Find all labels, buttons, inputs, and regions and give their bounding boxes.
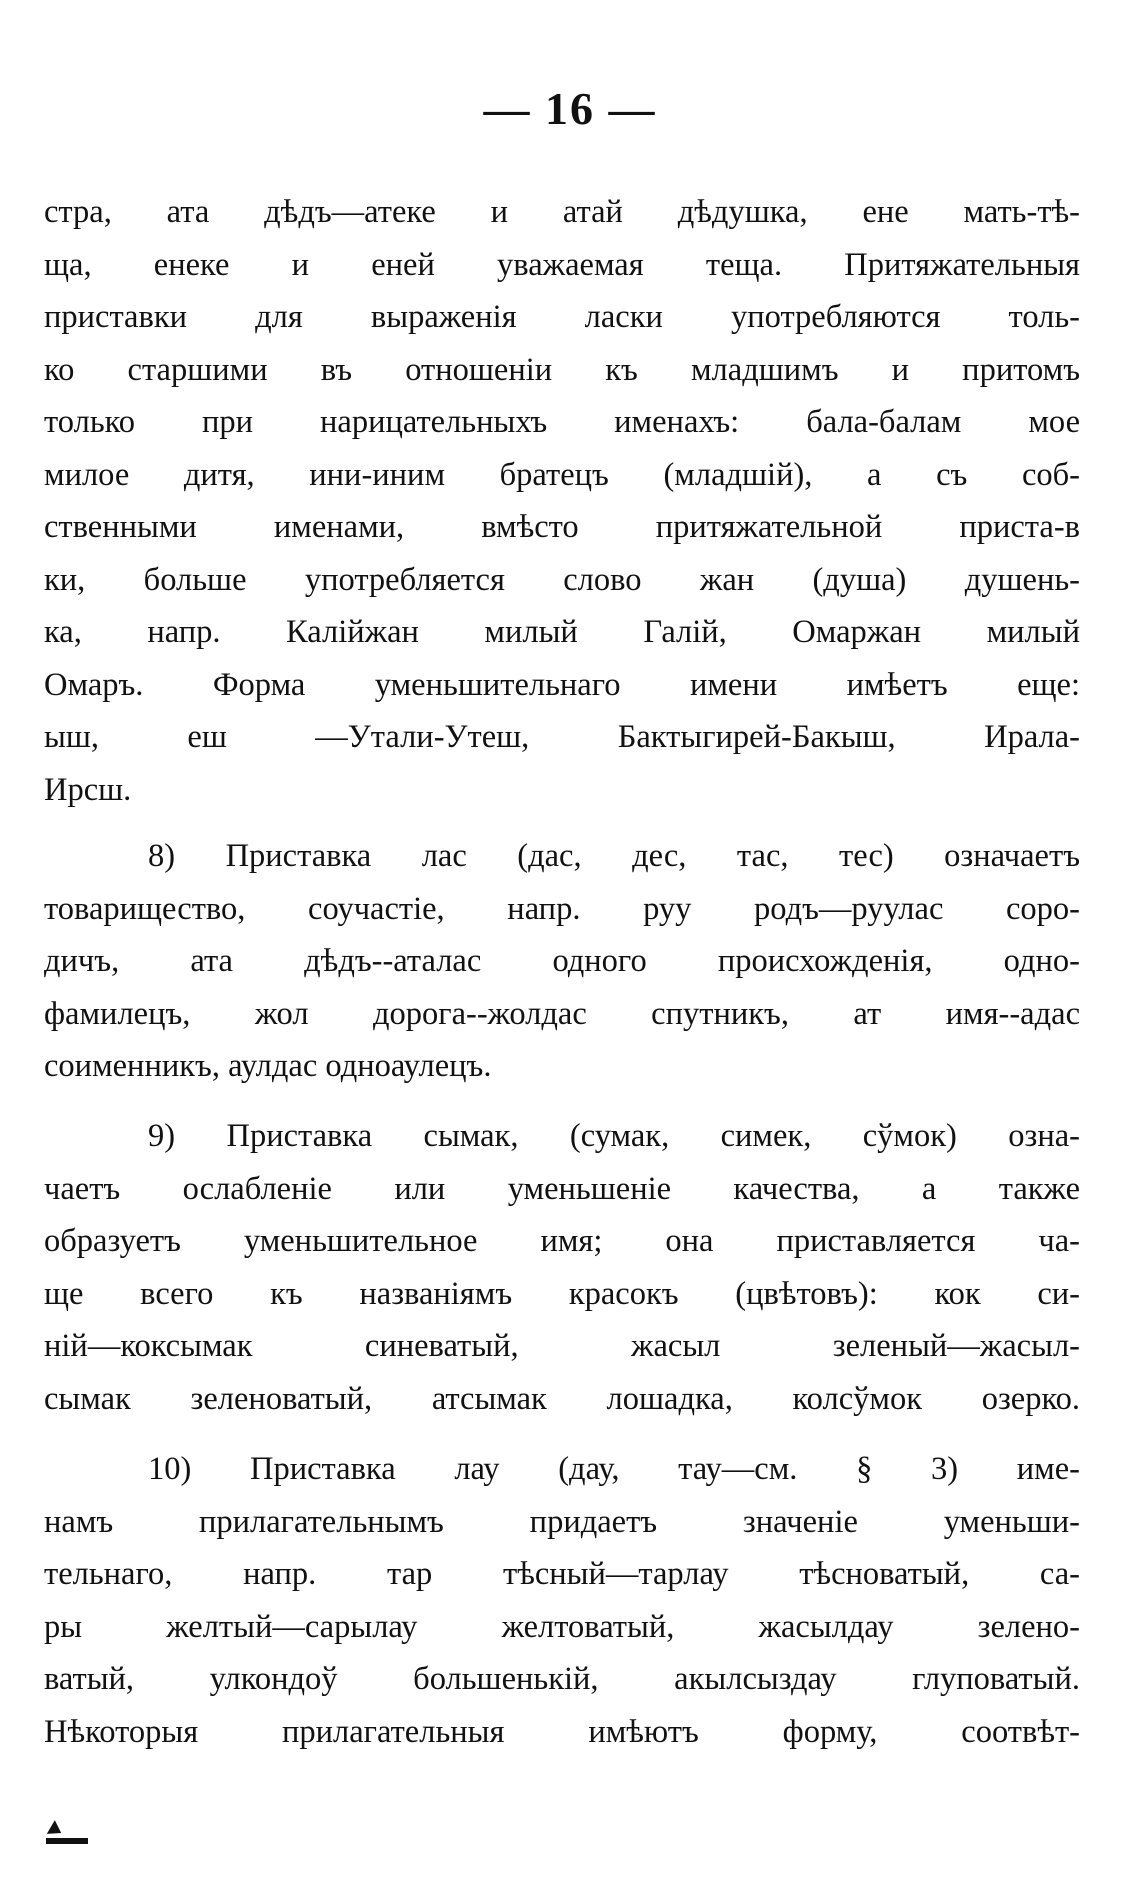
text-line: дичъ, ата дѣдъ--аталас одного происхожденія, одно- <box>44 943 1080 979</box>
text-line: ватый, улкондоў большенькій, акылсыздау глуповатый. <box>44 1661 1080 1697</box>
paragraph-3 <box>44 1110 1080 1425</box>
page-number: — 16 — <box>483 83 657 134</box>
text-line: чаетъ ослабленіе или уменьшеніе качества, а также <box>44 1170 1080 1207</box>
text-line: 8) Приставка лас (дас, дес, тас, тес) означаетъ <box>148 838 1080 874</box>
text-line: соименникъ, аулдас одноаулецъ. <box>44 1048 492 1084</box>
text-line: ственными именами, вмѣсто притяжательной приста-в <box>44 509 1080 545</box>
text-line: ыш, еш —Утали-Утеш, Бактыгирей-Бакыш, Ирала- <box>44 719 1080 755</box>
text-line: Ирсш. <box>44 771 132 808</box>
text-line: образуетъ уменьшительное имя; она приставляется ча- <box>44 1223 1080 1259</box>
text-line: товарищество, соучастіе, напр. руу родъ—руулас соро- <box>44 890 1080 927</box>
text-line: Омаръ. Форма уменьшительнаго имени имѣетъ еще: <box>44 666 1080 703</box>
text-line: ка, напр. Калійжан милый Галій, Омаржан милый <box>44 614 1080 650</box>
paragraph-1 <box>44 186 1080 816</box>
text-line: ще всего къ названіямъ красокъ (цвѣтовъ): кок си- <box>44 1275 1080 1312</box>
text-line: ній—коксымак синеватый, жасыл зеленый—жасыл- <box>44 1328 1080 1364</box>
text-line: намъ прилагательнымъ придаетъ значеніе уменьши- <box>44 1503 1080 1540</box>
text-line: ры желтый—сарылау желтоватый, жасылдау зелено- <box>44 1608 1080 1645</box>
print-mark-triangle <box>47 1820 65 1840</box>
text-line: 9) Приставка сымак, (сумак, симек, сўмок) озна- <box>148 1118 1080 1154</box>
text-line: ки, больше употребляется слово жан (душа) душень- <box>44 561 1080 598</box>
text-line: стра, ата дѣдъ—атеке и атай дѣдушка, ене мать-тѣ- <box>44 194 1080 230</box>
text-line: 10) Приставка лау (дау, тау—см. § 3) име- <box>148 1451 1080 1487</box>
text-line: милое дитя, ини-иним братецъ (младшій), а съ соб- <box>44 456 1080 493</box>
text-line: сымак зеленоватый, атсымак лошадка, колсўмок озерко. <box>44 1380 1080 1417</box>
text-line: фамилецъ, жол дорога--жолдас спутникъ, ат имя--адас <box>44 995 1080 1032</box>
text-line: тельнаго, напр. тар тѣсный—тарлау тѣсноватый, са- <box>44 1556 1080 1592</box>
text-line: Нѣкоторыя прилагательныя имѣютъ форму, соотвѣт- <box>44 1713 1080 1750</box>
text-line: ща, енеке и еней уважаемая теща. Притяжательныя <box>44 246 1080 283</box>
text-line: ко старшими въ отношеніи къ младшимъ и притомъ <box>44 351 1080 388</box>
print-mark <box>46 1838 88 1844</box>
paragraph-2 <box>44 830 1080 1093</box>
text-line: только при нарицательныхъ именахъ: бала-балам мое <box>44 404 1080 440</box>
text-line: приставки для выраженія ласки употребляются толь- <box>44 299 1080 335</box>
paragraph-4 <box>44 1443 1080 1758</box>
